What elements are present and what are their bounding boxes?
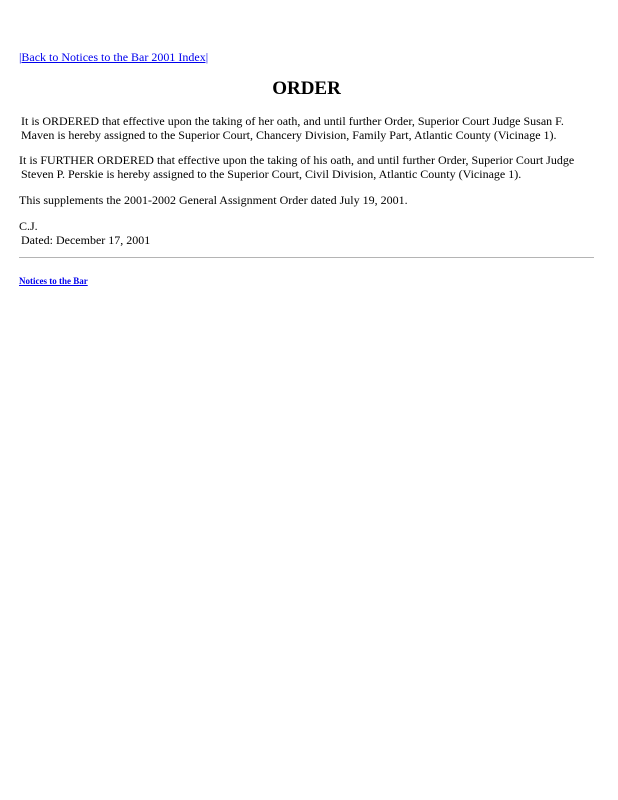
order-paragraph-1 bbox=[19, 114, 594, 142]
page-title: ORDER bbox=[272, 78, 341, 99]
back-to-index-link[interactable]: |Back to Notices to the Bar 2001 Index| bbox=[19, 50, 209, 64]
paragraph-2-line-1: It is FURTHER ORDERED that effective upon the taking of his oath, and until further Order, Superior Court Judge bbox=[19, 153, 575, 167]
paragraph-1-line-1: It is ORDERED that effective upon the taking of her oath, and until further Order, Superior Court Judge Susan F. bbox=[21, 114, 564, 128]
signature-block bbox=[19, 219, 594, 247]
notices-to-the-bar-link[interactable]: Notices to the Bar bbox=[19, 276, 88, 286]
supplement-paragraph: This supplements the 2001-2002 General Assignment Order dated July 19, 2001. bbox=[19, 193, 408, 207]
signature: C.J. bbox=[19, 219, 38, 233]
dated-line: Dated: December 17, 2001 bbox=[21, 233, 151, 247]
paragraph-2-line-2: Steven P. Perskie is hereby assigned to the Superior Court, Civil Division, Atlantic County (Vicinage 1). bbox=[21, 167, 522, 181]
paragraph-1-line-2: Maven is hereby assigned to the Superior Court, Chancery Division, Family Part, Atlantic County (Vicinage 1). bbox=[21, 128, 557, 142]
order-paragraph-2 bbox=[19, 153, 594, 181]
horizontal-divider bbox=[19, 257, 594, 258]
